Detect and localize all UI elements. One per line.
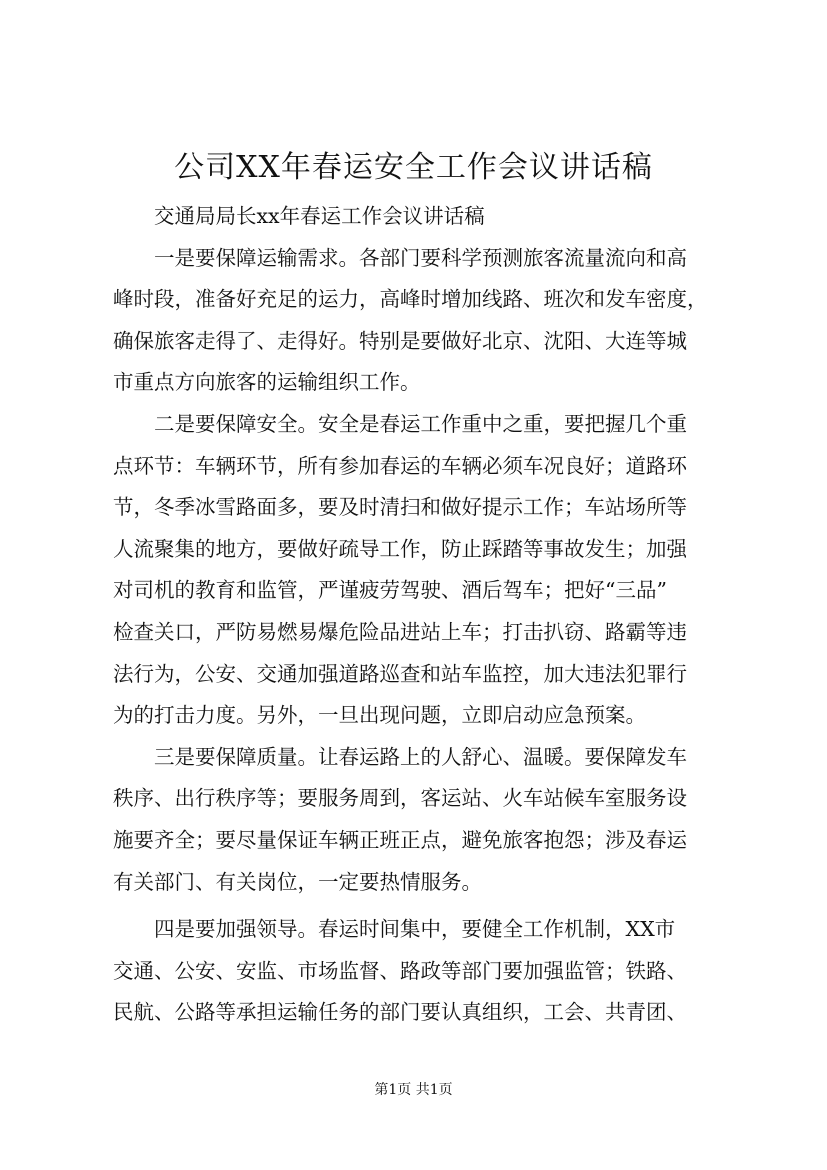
- paragraph-3-line-2: 秩序、出行秩序等；要服务周到，客运站、火车站候车室服务设: [113, 786, 687, 811]
- paragraph-4-line-2: 交通、公安、安监、市场监督、路政等部门要加强监管；铁路、: [113, 958, 687, 983]
- paragraph-2-line-1: 二是要保障安全。安全是春运工作重中之重，要把握几个重: [154, 411, 687, 436]
- paragraph-4-line-3: 民航、公路等承担运输任务的部门要认真组织，工会、共青团、: [113, 1000, 687, 1025]
- paragraph-1-line-4: 市重点方向旅客的运输组织工作。: [113, 370, 421, 395]
- paragraph-3-line-4: 有关部门、有关岗位，一定要热情服务。: [113, 869, 482, 894]
- paragraph-2-line-7: 法行为，公安、交通加强道路巡查和站车监控，加大违法犯罪行: [113, 661, 687, 686]
- document-title: 公司XX年春运安全工作会议讲话稿: [174, 150, 653, 185]
- paragraph-2-line-8: 为的打击力度。另外，一旦出现问题，立即启动应急预案。: [113, 703, 646, 728]
- subtitle-line: 交通局局长xx年春运工作会议讲话稿: [154, 204, 485, 228]
- paragraph-3-line-1: 三是要保障质量。让春运路上的人舒心、温暖。要保障发车: [154, 744, 687, 769]
- paragraph-2-line-6: 检查关口，严防易燃易爆危险品进站上车；打击扒窃、路霸等违: [113, 619, 687, 644]
- paragraph-2-line-2: 点环节：车辆环节，所有参加春运的车辆必须车况良好；道路环: [113, 453, 687, 478]
- paragraph-4-line-1: 四是要加强领导。春运时间集中，要健全工作机制，XX市: [154, 917, 676, 942]
- paragraph-3-line-3: 施要齐全；要尽量保证车辆正班正点，避免旅客抱怨；涉及春运: [113, 827, 687, 852]
- paragraph-1-line-2: 峰时段，准备好充足的运力，高峰时增加线路、班次和发车密度，: [113, 287, 708, 312]
- paragraph-1-line-1: 一是要保障运输需求。各部门要科学预测旅客流量流向和高: [154, 245, 687, 270]
- page-footer: 第1页 共1页: [374, 1082, 453, 1098]
- paragraph-2-line-5: 对司机的教育和监管，严谨疲劳驾驶、酒后驾车；把好“三品”: [113, 578, 667, 603]
- paragraph-2-line-3: 节，冬季冰雪路面多，要及时清扫和做好提示工作；车站场所等: [113, 495, 687, 520]
- document-body: [113, 196, 723, 1034]
- paragraph-2-line-4: 人流聚集的地方，要做好疏导工作，防止踩踏等事故发生；加强: [113, 536, 687, 561]
- paragraph-1-line-3: 确保旅客走得了、走得好。特别是要做好北京、沈阳、大连等城: [113, 328, 687, 353]
